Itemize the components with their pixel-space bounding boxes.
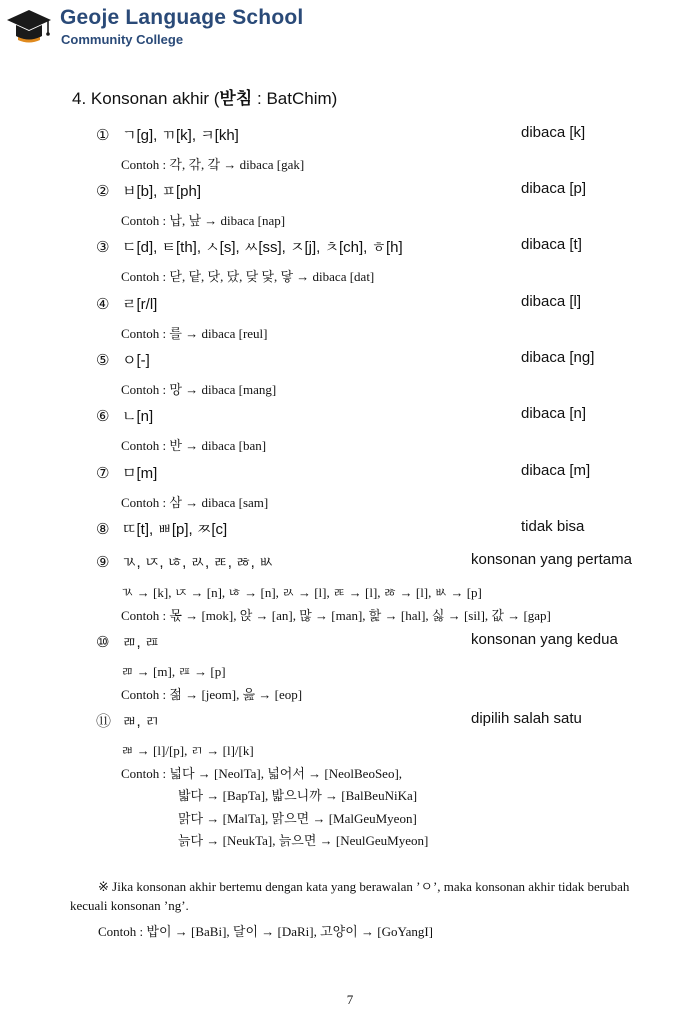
item-7: ⑦ ㅁ[m] [96, 464, 158, 482]
item-3-example: Contoh : 닫, 닽, 닷, 닸, 닺 닻, 닿 → dibaca [dat] [121, 269, 375, 284]
item-9-rule: ㄳ → [k], ㄵ → [n], ㄶ → [n], ㄽ → [l], ㄾ → [l], ㅀ → [l], ㅄ → [p] [121, 585, 482, 600]
item-6: ⑥ ㄴ[n] [96, 407, 154, 425]
item-11-result: dipilih salah satu [471, 710, 582, 727]
item-7-result: dibaca [m] [521, 462, 591, 479]
note-line: kecuali konsonan ’ng’. [70, 898, 189, 913]
item-8: ⑧ ㄸ[t], ㅃ[p], ㅉ[c] [96, 520, 228, 538]
item-11-example: Contoh : 넓다 → [NeolTa], 넓어서 → [NeolBeoSeo], [121, 766, 403, 781]
note-example: Contoh : 밥이 → [BaBi], 달이 → [DaRi], 고양이 → [GoYangI] [98, 924, 434, 939]
section-heading: 4. Konsonan akhir (받침 : BatChim) [72, 89, 338, 108]
item-3-result: dibaca [t] [521, 236, 582, 253]
item-11-example-line: 맑다 → [MalTa], 맑으면 → [MalGeuMyeon] [178, 811, 417, 826]
item-5-example: Contoh : 망 → dibaca [mang] [121, 382, 277, 397]
item-3: ③ ㄷ[d], ㅌ[th], ㅅ[s], ㅆ[ss], ㅈ[j], ㅊ[ch], ㅎ[h] [96, 238, 403, 256]
item-11-rule: ㄼ → [l]/[p], ㄺ → [l]/[k] [121, 743, 254, 758]
item-9-example: Contoh : 몫 → [mok], 앉 → [an], 많 → [man], 핥 → [hal], 싫 → [sil], 값 → [gap] [121, 608, 551, 623]
item-4-result: dibaca [l] [521, 293, 582, 310]
item-7-example: Contoh : 삼 → dibaca [sam] [121, 495, 269, 510]
item-11: ⑪ ㄼ, ㄺ [96, 712, 160, 730]
item-5: ⑤ ㅇ[-] [96, 351, 150, 369]
item-6-result: dibaca [n] [521, 405, 587, 422]
item-2-result: dibaca [p] [521, 180, 587, 197]
item-4: ④ ㄹ[r/l] [96, 295, 158, 313]
item-9: ⑨ ㄳ, ㄵ, ㄶ, ㄽ, ㄾ, ㅀ, ㅄ [96, 553, 274, 571]
page-number: 7 [346, 992, 354, 1007]
item-9-result: konsonan yang pertama [471, 551, 632, 568]
item-10-rule: ㄻ → [m], ㄿ → [p] [121, 664, 226, 679]
school-name: Geoje Language School [60, 6, 304, 29]
item-5-result: dibaca [ng] [521, 349, 595, 366]
note-line: ※ Jika konsonan akhir bertemu dengan kata yang berawalan ’ㅇ’, maka konsonan akhir tidak berubah [98, 879, 630, 894]
item-1-example: Contoh : 각, 갂, 갘 → dibaca [gak] [121, 157, 305, 172]
item-2: ② ㅂ[b], ㅍ[ph] [96, 182, 202, 200]
item-10-example: Contoh : 젊 → [jeom], 읊 → [eop] [121, 687, 303, 702]
item-10: ⑩ ㄻ, ㄿ [96, 633, 160, 651]
item-10-result: konsonan yang kedua [471, 631, 618, 648]
item-2-example: Contoh : 납, 낲 → dibaca [nap] [121, 213, 286, 228]
graduation-cap-icon [5, 6, 53, 50]
school-subtitle: Community College [61, 32, 184, 47]
item-1: ① ㄱ[g], ㄲ[k], ㅋ[kh] [96, 126, 239, 144]
item-11-example-line: 밟다 → [BapTa], 밟으니까 → [BalBeuNiKa] [178, 788, 418, 803]
item-1-result: dibaca [k] [521, 124, 586, 141]
item-6-example: Contoh : 반 → dibaca [ban] [121, 438, 267, 453]
item-4-example: Contoh : 를 → dibaca [reul] [121, 326, 268, 341]
item-11-example-line: 늙다 → [NeukTa], 늙으면 → [NeulGeuMyeon] [178, 833, 429, 848]
item-8-result: tidak bisa [521, 518, 585, 535]
